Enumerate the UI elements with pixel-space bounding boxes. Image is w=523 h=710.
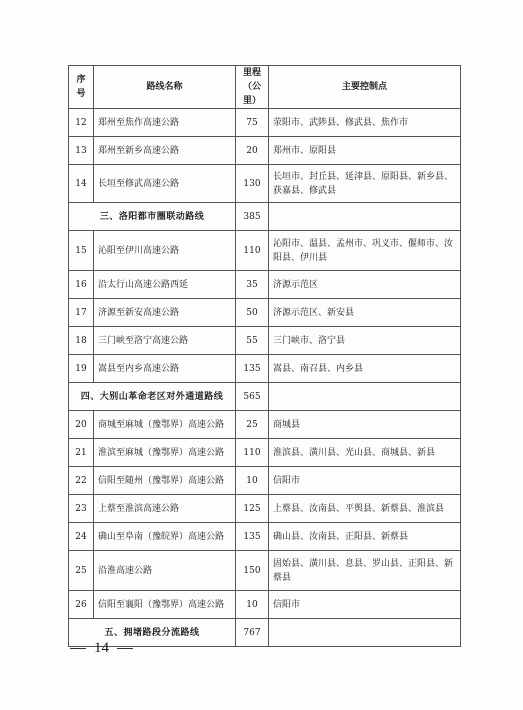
table-header-row xyxy=(69,66,461,109)
section-row xyxy=(69,203,461,231)
section-title: 五、拥堵路段分流路线 xyxy=(69,619,236,647)
header-name: 路线名称 xyxy=(94,66,236,109)
table-row xyxy=(69,231,461,271)
header-no: 序号 xyxy=(69,66,94,109)
row-number: 12 xyxy=(69,109,94,137)
row-number: 13 xyxy=(69,137,94,165)
table-row xyxy=(69,137,461,165)
row-number: 15 xyxy=(69,231,94,271)
section-control-empty xyxy=(269,203,461,231)
table-row xyxy=(69,495,461,523)
section-km: 385 xyxy=(236,203,269,231)
table-row xyxy=(69,271,461,299)
route-name: 上蔡至淮滨高速公路 xyxy=(94,495,236,523)
route-name: 沁阳至伊川高速公路 xyxy=(94,231,236,271)
route-name: 长垣至修武高速公路 xyxy=(94,165,236,203)
table-row xyxy=(69,109,461,137)
route-control-points: 淮滨县、潢川县、光山县、商城县、新县 xyxy=(269,439,461,467)
table-row xyxy=(69,327,461,355)
route-km: 50 xyxy=(236,299,269,327)
route-km: 125 xyxy=(236,495,269,523)
table-row xyxy=(69,411,461,439)
row-number: 14 xyxy=(69,165,94,203)
header-km xyxy=(236,66,269,109)
footer-dash-right xyxy=(117,648,133,649)
route-name: 嵩县至内乡高速公路 xyxy=(94,355,236,383)
route-km: 130 xyxy=(236,165,269,203)
route-km: 20 xyxy=(236,137,269,165)
route-name: 郑州至焦作高速公路 xyxy=(94,109,236,137)
route-control-points: 荥阳市、武陟县、修武县、焦作市 xyxy=(269,109,461,137)
route-control-points: 三门峡市、洛宁县 xyxy=(269,327,461,355)
route-control-points: 确山县、汝南县、正阳县、新蔡县 xyxy=(269,523,461,551)
route-control-points: 长垣市、封丘县、延津县、原阳县、新乡县、获嘉县、修武县 xyxy=(269,165,461,203)
route-control-points: 信阳市 xyxy=(269,467,461,495)
route-km: 35 xyxy=(236,271,269,299)
table-row xyxy=(69,523,461,551)
row-number: 22 xyxy=(69,467,94,495)
section-control-empty xyxy=(269,619,461,647)
table-body xyxy=(69,109,461,647)
route-km: 135 xyxy=(236,523,269,551)
row-number: 18 xyxy=(69,327,94,355)
route-name: 沿太行山高速公路西延 xyxy=(94,271,236,299)
route-name: 沿淮高速公路 xyxy=(94,551,236,591)
section-title: 四、大别山革命老区对外通道路线 xyxy=(69,383,236,411)
route-km: 150 xyxy=(236,551,269,591)
route-km: 110 xyxy=(236,231,269,271)
route-name: 信阳至随州（豫鄂界）高速公路 xyxy=(94,467,236,495)
section-row xyxy=(69,383,461,411)
route-name: 三门峡至洛宁高速公路 xyxy=(94,327,236,355)
section-km: 767 xyxy=(236,619,269,647)
route-control-points: 信阳市 xyxy=(269,591,461,619)
section-title: 三、洛阳都市圈联动路线 xyxy=(69,203,236,231)
header-control: 主要控制点 xyxy=(269,66,461,109)
route-control-points: 上蔡县、汝南县、平舆县、新蔡县、淮滨县 xyxy=(269,495,461,523)
row-number: 26 xyxy=(69,591,94,619)
route-km: 135 xyxy=(236,355,269,383)
route-km: 55 xyxy=(236,327,269,355)
route-km: 25 xyxy=(236,411,269,439)
route-control-points: 济源示范区、新安县 xyxy=(269,299,461,327)
table-row xyxy=(69,165,461,203)
route-name: 济源至新安高速公路 xyxy=(94,299,236,327)
table-row xyxy=(69,355,461,383)
routes-table xyxy=(68,65,461,647)
page-number: 14 xyxy=(94,640,109,656)
table-row xyxy=(69,551,461,591)
route-control-points: 嵩县、南召县、内乡县 xyxy=(269,355,461,383)
row-number: 25 xyxy=(69,551,94,591)
row-number: 24 xyxy=(69,523,94,551)
route-control-points: 商城县 xyxy=(269,411,461,439)
route-control-points: 济源示范区 xyxy=(269,271,461,299)
row-number: 20 xyxy=(69,411,94,439)
route-name: 商城至麻城（豫鄂界）高速公路 xyxy=(94,411,236,439)
header-km-line1: 里程 xyxy=(242,68,261,78)
table-row xyxy=(69,439,461,467)
table-row xyxy=(69,591,461,619)
section-km: 565 xyxy=(236,383,269,411)
row-number: 23 xyxy=(69,495,94,523)
row-number: 21 xyxy=(69,439,94,467)
route-km: 75 xyxy=(236,109,269,137)
table-row xyxy=(69,467,461,495)
row-number: 16 xyxy=(69,271,94,299)
route-km: 110 xyxy=(236,439,269,467)
table-row xyxy=(69,299,461,327)
section-control-empty xyxy=(269,383,461,411)
page-footer xyxy=(70,640,133,657)
route-km: 10 xyxy=(236,467,269,495)
route-km: 10 xyxy=(236,591,269,619)
route-name: 淮滨至麻城（豫鄂界）高速公路 xyxy=(94,439,236,467)
route-name: 确山至阜南（豫皖界）高速公路 xyxy=(94,523,236,551)
footer-dash-left xyxy=(70,648,86,649)
route-control-points: 郑州市、原阳县 xyxy=(269,137,461,165)
route-control-points: 沁阳市、温县、孟州市、巩义市、偃师市、汝阳县、伊川县 xyxy=(269,231,461,271)
route-name: 信阳至襄阳（豫鄂界）高速公路 xyxy=(94,591,236,619)
route-name: 郑州至新乡高速公路 xyxy=(94,137,236,165)
route-control-points: 固始县、潢川县、息县、罗山县、正阳县、新蔡县 xyxy=(269,551,461,591)
row-number: 19 xyxy=(69,355,94,383)
header-km-line2: （公里） xyxy=(242,82,261,106)
row-number: 17 xyxy=(69,299,94,327)
